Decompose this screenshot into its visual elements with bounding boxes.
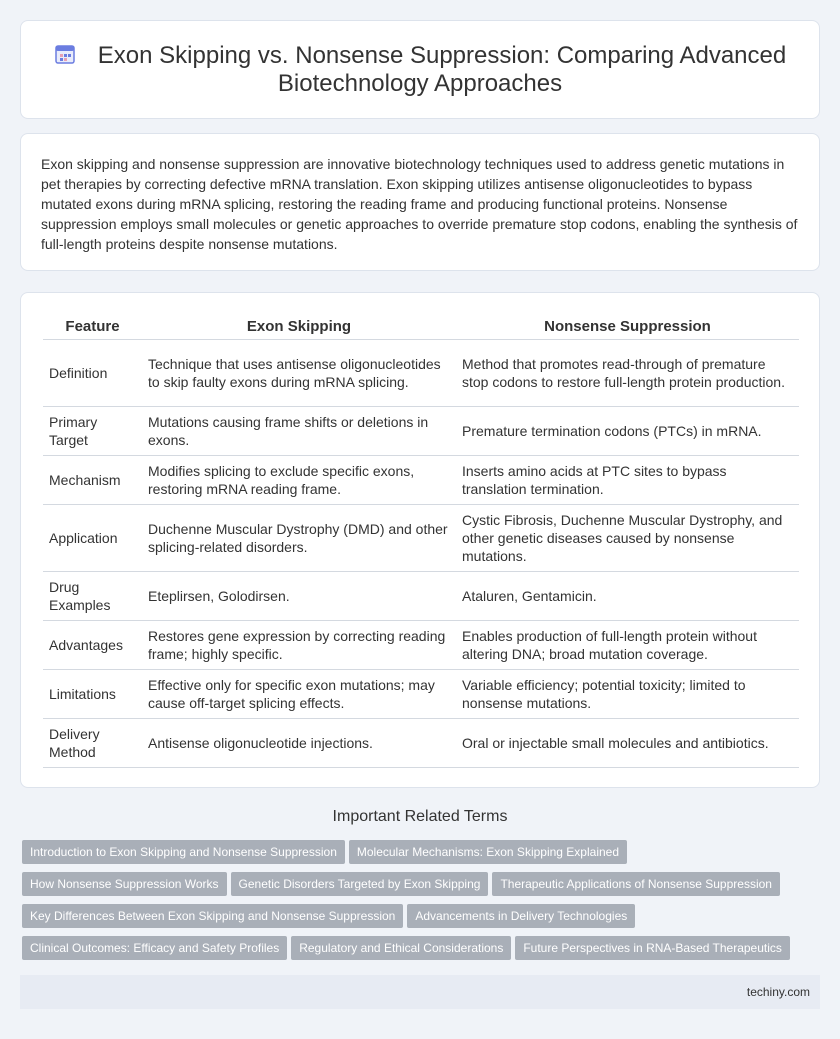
table-cell-nonsense: Ataluren, Gentamicin. bbox=[456, 571, 799, 620]
table-cell-nonsense: Enables production of full-length protein without altering DNA; broad mutation coverage. bbox=[456, 620, 799, 669]
related-term-tag[interactable]: Clinical Outcomes: Efficacy and Safety Profiles bbox=[22, 936, 287, 960]
related-term-tag[interactable]: Introduction to Exon Skipping and Nonsense Suppression bbox=[22, 840, 345, 864]
table-cell-feature: Definition bbox=[43, 339, 142, 406]
table-row bbox=[43, 406, 799, 455]
footer bbox=[20, 975, 820, 1009]
related-term-tag[interactable]: Future Perspectives in RNA-Based Therapeutics bbox=[515, 936, 790, 960]
table-row bbox=[43, 339, 799, 406]
related-terms-list bbox=[22, 840, 822, 968]
table-header-row bbox=[43, 313, 799, 339]
related-term-tag[interactable]: How Nonsense Suppression Works bbox=[22, 872, 227, 896]
header-exon-skipping: Exon Skipping bbox=[142, 313, 456, 339]
header-feature: Feature bbox=[43, 313, 142, 339]
table-cell-exon: Restores gene expression by correcting reading frame; highly specific. bbox=[142, 620, 456, 669]
table-cell-nonsense: Inserts amino acids at PTC sites to bypass translation termination. bbox=[456, 455, 799, 504]
table-cell-exon: Modifies splicing to exclude specific exons, restoring mRNA reading frame. bbox=[142, 455, 456, 504]
related-term-tag[interactable]: Genetic Disorders Targeted by Exon Skipping bbox=[231, 872, 489, 896]
table-cell-nonsense: Method that promotes read-through of premature stop codons to restore full-length protein production. bbox=[456, 339, 799, 406]
table-row bbox=[43, 620, 799, 669]
table-cell-feature: Limitations bbox=[43, 669, 142, 718]
table-cell-exon: Duchenne Muscular Dystrophy (DMD) and other splicing-related disorders. bbox=[142, 504, 456, 571]
table-cell-feature: Primary Target bbox=[43, 406, 142, 455]
table-row bbox=[43, 571, 799, 620]
related-term-tag[interactable]: Molecular Mechanisms: Exon Skipping Explained bbox=[349, 840, 627, 864]
table-cell-feature: Advantages bbox=[43, 620, 142, 669]
page-title bbox=[51, 42, 789, 98]
related-term-tag[interactable]: Regulatory and Ethical Considerations bbox=[291, 936, 511, 960]
table-cell-nonsense: Premature termination codons (PTCs) in mRNA. bbox=[456, 406, 799, 455]
calendar-icon bbox=[54, 43, 76, 65]
header-nonsense-suppression: Nonsense Suppression bbox=[456, 313, 799, 339]
intro-text: Exon skipping and nonsense suppression are innovative biotechnology techniques used to address genetic mutations in pet therapies by correcting defective mRNA translation. Exon skipping utilizes antisense oligonucleotides to bypass mutated exons during mRNA splicing, restoring the reading frame and producing functional proteins. Nonsense suppression employs small molecules or genetic approaches to override premature stop codons, enabling the synthesis of full-length proteins despite nonsense mutations. bbox=[41, 156, 798, 252]
intro-card bbox=[20, 133, 820, 271]
related-term-tag[interactable]: Advancements in Delivery Technologies bbox=[407, 904, 635, 928]
table-row bbox=[43, 455, 799, 504]
header-card bbox=[20, 20, 820, 119]
table-cell-nonsense: Cystic Fibrosis, Duchenne Muscular Dystrophy, and other genetic diseases caused by nonsense mutations. bbox=[456, 504, 799, 571]
table-cell-exon: Eteplirsen, Golodirsen. bbox=[142, 571, 456, 620]
footer-site-link[interactable]: techiny.com bbox=[746, 985, 810, 999]
table-cell-feature: Mechanism bbox=[43, 455, 142, 504]
table-cell-nonsense: Variable efficiency; potential toxicity; limited to nonsense mutations. bbox=[456, 669, 799, 718]
table-row bbox=[43, 504, 799, 571]
related-term-tag[interactable]: Key Differences Between Exon Skipping and Nonsense Suppression bbox=[22, 904, 403, 928]
table-cell-feature: Application bbox=[43, 504, 142, 571]
related-term-tag[interactable]: Therapeutic Applications of Nonsense Suppression bbox=[492, 872, 780, 896]
table-cell-feature: Drug Examples bbox=[43, 571, 142, 620]
table-cell-exon: Effective only for specific exon mutations; may cause off-target splicing effects. bbox=[142, 669, 456, 718]
table-cell-feature: Delivery Method bbox=[43, 718, 142, 767]
related-terms-title: Important Related Terms bbox=[332, 808, 508, 825]
comparison-table bbox=[43, 313, 799, 768]
table-cell-exon: Antisense oligonucleotide injections. bbox=[142, 718, 456, 767]
comparison-table-card bbox=[20, 292, 820, 788]
table-row bbox=[43, 718, 799, 767]
page-title-text: Exon Skipping vs. Nonsense Suppression: Comparing Advanced Biotechnology Approaches bbox=[97, 41, 787, 97]
table-row bbox=[43, 669, 799, 718]
table-cell-exon: Mutations causing frame shifts or deletions in exons. bbox=[142, 406, 456, 455]
table-cell-exon: Technique that uses antisense oligonucleotides to skip faulty exons during mRNA splicing. bbox=[142, 339, 456, 406]
table-cell-nonsense: Oral or injectable small molecules and antibiotics. bbox=[456, 718, 799, 767]
